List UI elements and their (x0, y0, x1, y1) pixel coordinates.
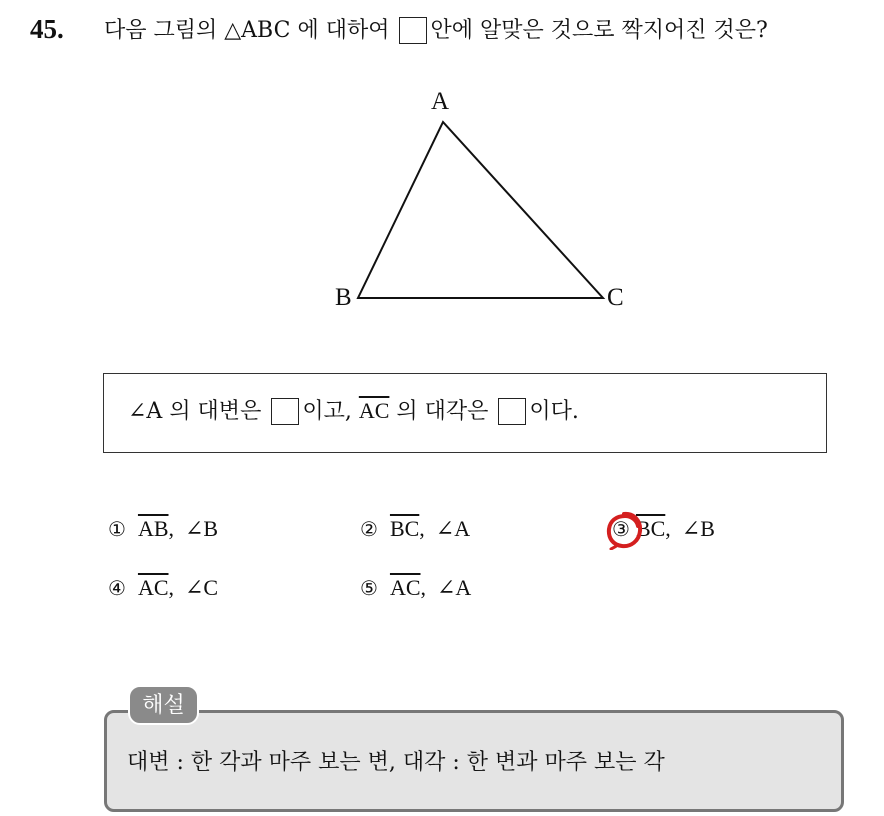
statement-text (128, 396, 579, 427)
explanation-tab: 해설 (128, 685, 199, 725)
triangle-abc (358, 122, 603, 298)
option-angle: ∠A (437, 575, 472, 600)
option-4[interactable]: ④ $\overline{AC}$, ∠C (108, 575, 219, 600)
question-text (104, 16, 768, 46)
option-angle: ∠B (185, 516, 219, 541)
option-angle: ∠C (185, 575, 219, 600)
option-segment: $\overline{AC}$ (389, 575, 421, 600)
option-3[interactable]: ③ $\overline{BC}$, ∠B (612, 516, 715, 541)
option-number: ② (360, 517, 378, 541)
statement-box (103, 373, 827, 453)
blank-box (399, 17, 427, 44)
option-number: ④ (108, 576, 126, 600)
option-segment: $\overline{AB}$ (137, 516, 169, 541)
option-number: ① (108, 517, 126, 541)
option-number: ③ (612, 517, 630, 541)
question-number: 45. (30, 14, 64, 44)
vertex-b-label: B (335, 284, 352, 311)
explanation-text: 대변 : 한 각과 마주 보는 변, 대각 : 한 변과 마주 보는 각 (127, 750, 665, 775)
option-segment: $\overline{BC}$ (635, 516, 666, 541)
option-1[interactable]: ① $\overline{AB}$, ∠B (108, 516, 219, 541)
option-segment: $\overline{BC}$ (389, 516, 420, 541)
statement-part3: 의 대각은 (396, 399, 489, 424)
option-2[interactable]: ② $\overline{BC}$, ∠A (360, 516, 471, 541)
statement-part2: 이고, (302, 399, 352, 424)
segment-label: $\overline{AC}$ (358, 398, 390, 423)
explanation-box (104, 710, 844, 812)
vertex-a-label: A (431, 88, 450, 115)
question-text-part2: 안에 알맞은 것으로 짝지어진 것은? (430, 18, 768, 43)
option-angle: ∠B (681, 516, 715, 541)
option-angle: ∠A (435, 516, 471, 541)
answer-circle-mark (604, 510, 644, 550)
vertex-c-label: C (607, 284, 624, 311)
statement-part1: ∠A 의 대변은 (128, 399, 262, 424)
statement-part4: 이다. (529, 399, 579, 424)
blank-box (498, 398, 526, 425)
triangle-figure (330, 85, 630, 315)
blank-box (271, 398, 299, 425)
question-text-part1: 다음 그림의 △ABC 에 대하여 (104, 18, 390, 43)
option-number: ⑤ (360, 576, 378, 600)
option-5[interactable]: ⑤ $\overline{AC}$, ∠A (360, 575, 472, 600)
option-segment: $\overline{AC}$ (137, 575, 169, 600)
